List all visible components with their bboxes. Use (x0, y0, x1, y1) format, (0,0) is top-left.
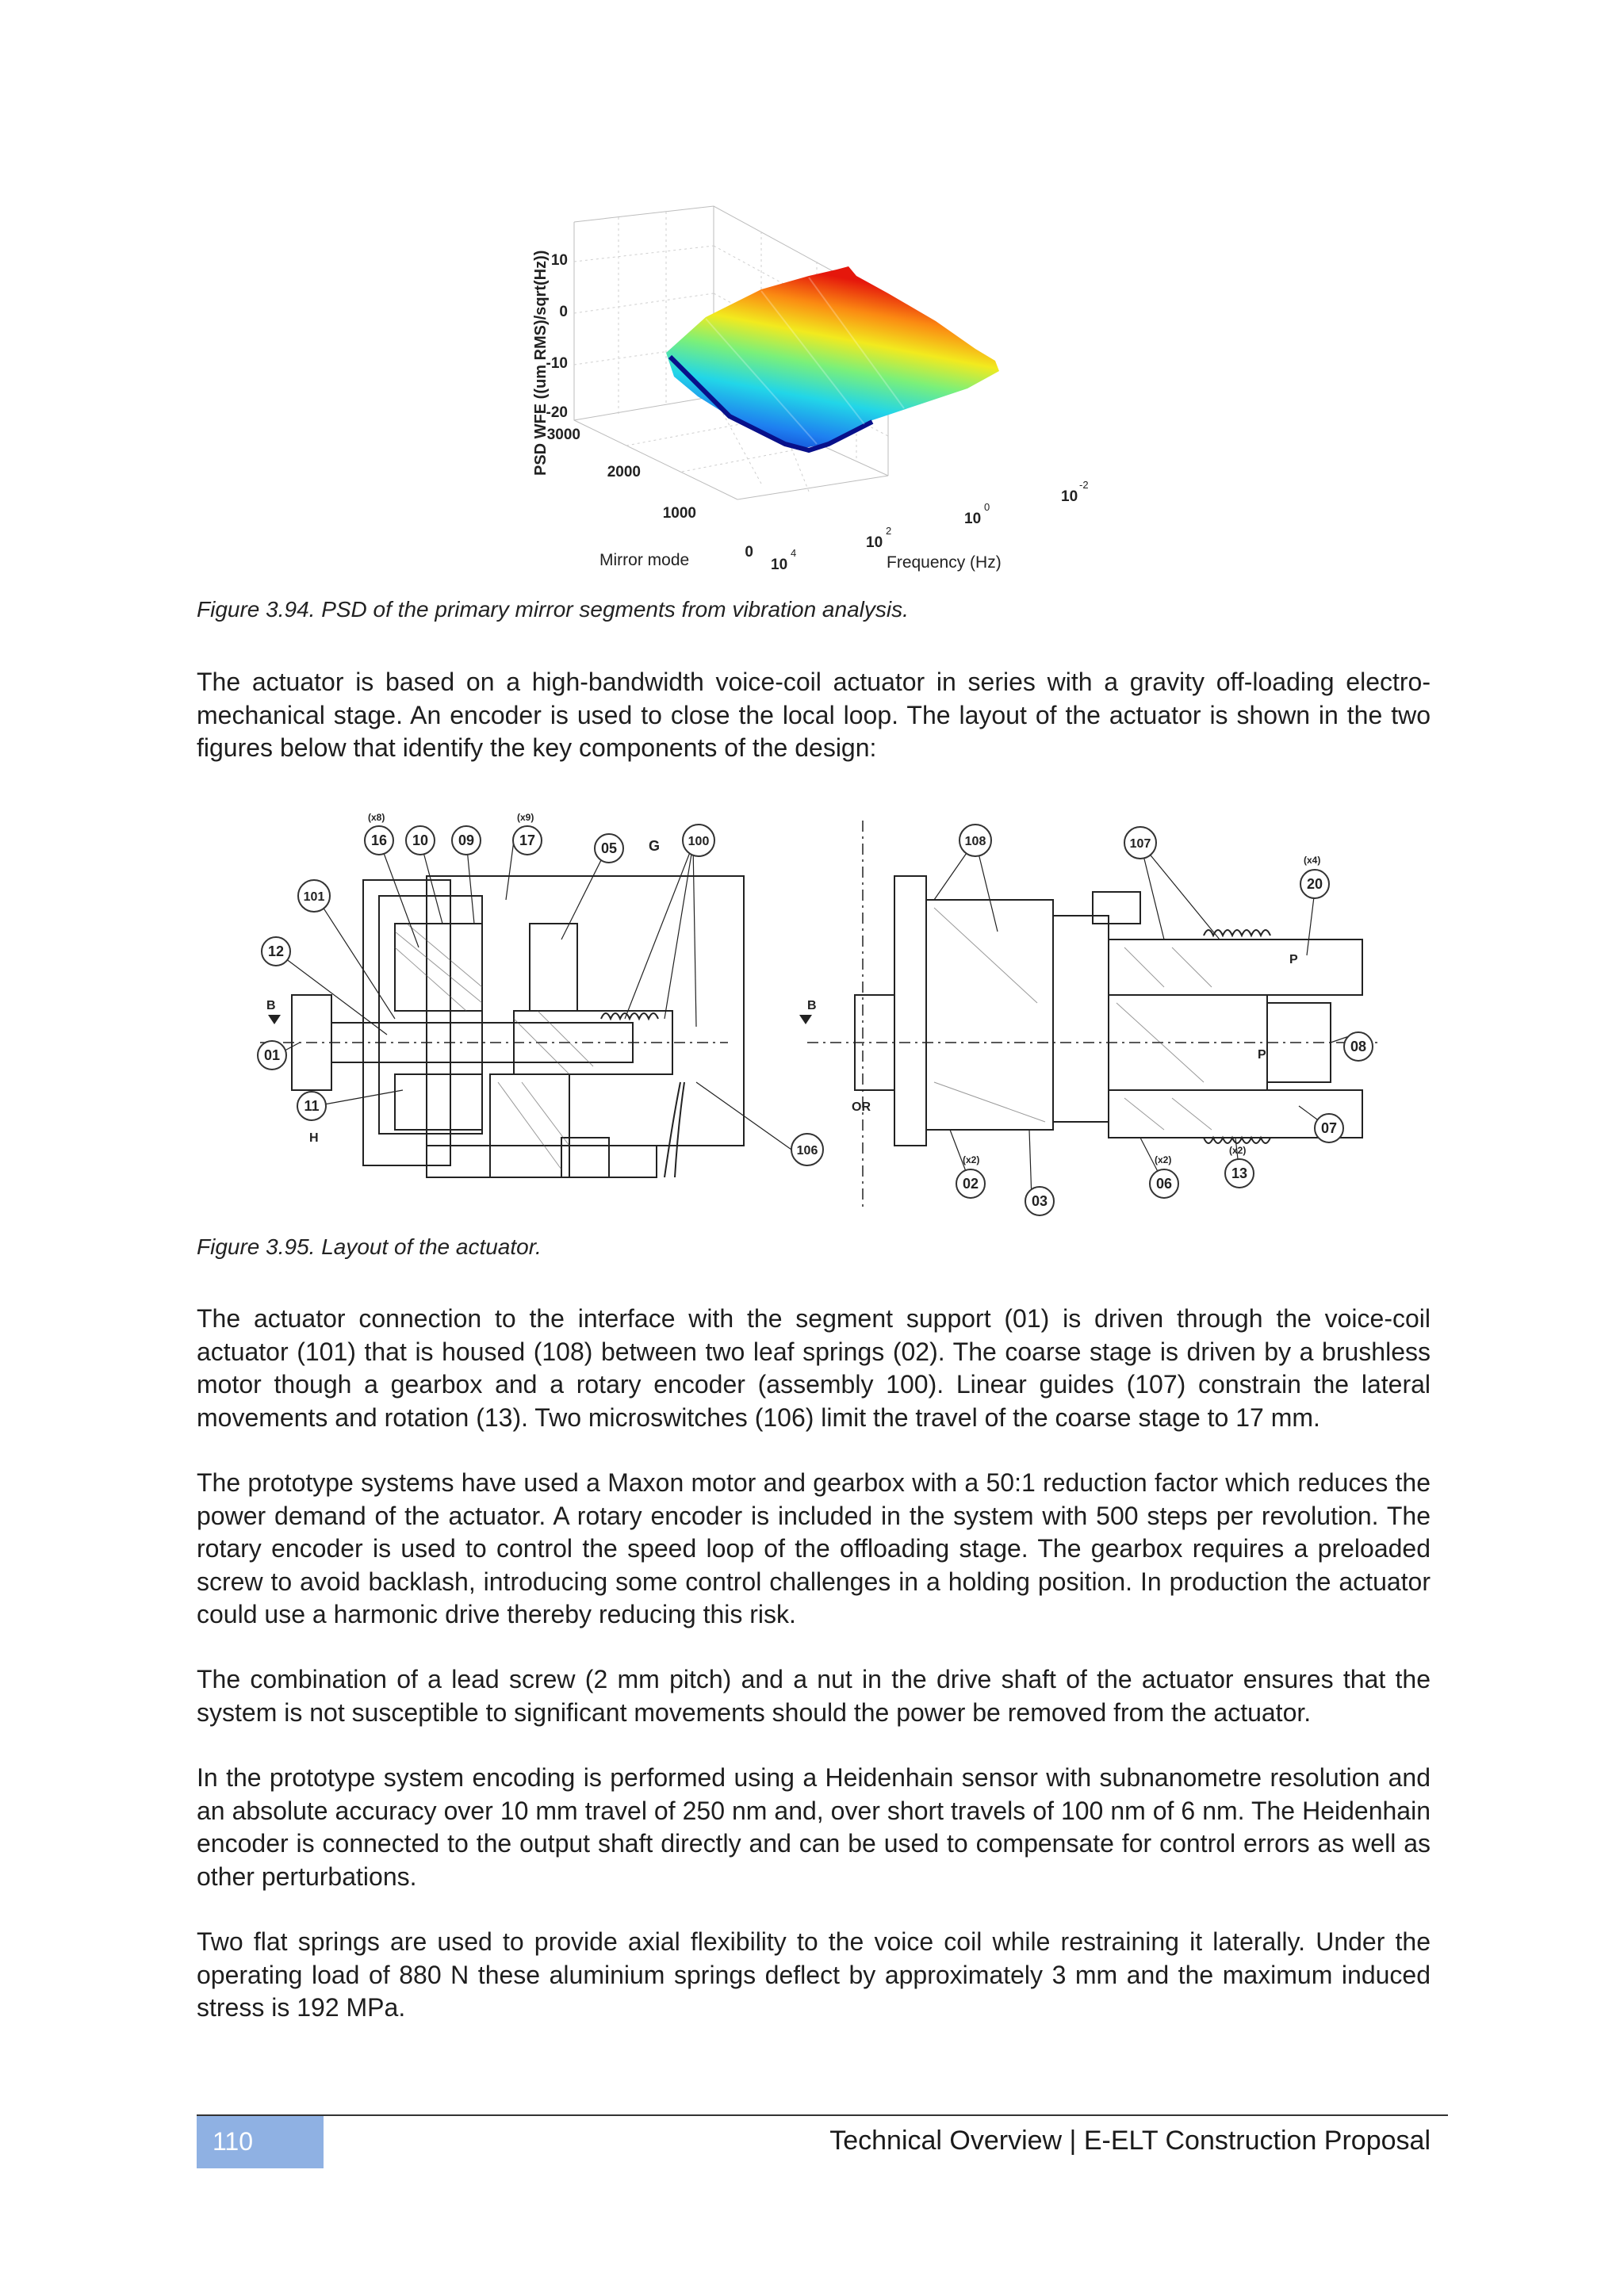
label-g: G (649, 838, 661, 854)
callout-08: 08 (1350, 1039, 1367, 1054)
right-section-drawing (807, 821, 1378, 1209)
callout-03: 03 (1031, 1193, 1048, 1209)
label-b-right: B (807, 999, 817, 1012)
figure-3-94-caption: Figure 3.94. PSD of the primary mirror segments from vibration analysis. (197, 597, 909, 622)
left-section-drawing (260, 876, 744, 1177)
callout-12: 12 (267, 943, 285, 959)
paragraph-2: The actuator connection to the interface with the segment support (01) is driven through the voice-coil actuator (101) that is housed (108) between two leaf springs (02). The coarse stage is driven by a brushless motor though a gearbox and a rotary encoder (assembly 100). Linear guides (107) constrain the lateral movements and rotation (13). Two microswitches (106) limit the travel of the coarse stage to 17 mm. (197, 1304, 1431, 1432)
note-x4: (x4) (1304, 855, 1321, 866)
z-tick: -20 (546, 404, 568, 421)
freq-tick-base: 10 (866, 534, 883, 551)
callout-16: 16 (370, 832, 388, 848)
callout-106: 106 (796, 1144, 818, 1158)
label-or: OR (852, 1100, 871, 1114)
callout-108: 108 (964, 835, 986, 848)
label-p-top: P (1289, 953, 1298, 966)
freq-axis-label: Frequency (Hz) (887, 553, 1002, 572)
mode-tick: 2000 (607, 464, 641, 480)
mode-tick: 3000 (546, 427, 580, 443)
callout-10: 10 (412, 832, 429, 848)
freq-tick-base: 10 (1061, 488, 1078, 505)
mode-axis-label: Mirror mode (599, 551, 690, 569)
paragraph-6: Two flat springs are used to provide axial flexibility to the voice coil while restraining it laterally. Under the operating load of 880 N these aluminium springs deflect by approximately 3 mm and the maximum induced stress is 192 MPa. (197, 1927, 1431, 2022)
label-h: H (309, 1131, 319, 1145)
freq-tick-exp: -2 (1079, 479, 1089, 491)
actuator-layout-figure (252, 805, 1394, 1217)
psd-surface (666, 266, 999, 448)
callout-06: 06 (1155, 1176, 1173, 1192)
paragraph-5: In the prototype system encoding is performed using a Heidenhain sensor with subnanometre resolution and an absolute accuracy over 10 mm travel of 250 nm and, over short travels of 100 nm of 6 nm. The Heidenhain encoder is connected to the output shaft directly and can be used to compensate for control errors as well as other perturbations. (197, 1763, 1431, 1891)
running-footer-title: Technical Overview | E-ELT Construction Proposal (829, 2126, 1431, 2156)
z-tick: 10 (550, 252, 568, 269)
callout-02: 02 (962, 1176, 979, 1192)
callout-101: 101 (303, 890, 325, 904)
callout-20: 20 (1306, 876, 1323, 892)
note-x9: (x9) (517, 812, 534, 823)
mode-tick: 0 (745, 544, 753, 561)
figure-3-95-caption: Figure 3.95. Layout of the actuator. (197, 1234, 542, 1259)
callout-09: 09 (458, 832, 475, 848)
paragraph-3: The prototype systems have used a Maxon motor and gearbox with a 50:1 reduction factor which reduces the power demand of the actuator. A rotary encoder is included in the system with 500 steps per revolution. The rotary encoder is used to control the speed loop of the offloading stage. The gearbox requires a preloaded screw to avoid backlash, introducing some control challenges in a holding position. In production the actuator could use a harmonic drive thereby reducing this risk. (197, 1468, 1431, 1628)
callout-100: 100 (688, 835, 710, 848)
callout-05: 05 (600, 840, 618, 856)
label-p-bottom: P (1258, 1048, 1266, 1062)
note-x2-02: (x2) (963, 1154, 980, 1165)
callout-11: 11 (304, 1098, 320, 1114)
psd-surface-plot (523, 182, 1126, 579)
callout-01: 01 (263, 1047, 281, 1063)
z-tick: -10 (546, 355, 568, 372)
freq-tick-exp: 2 (886, 525, 892, 537)
callout-07: 07 (1320, 1120, 1338, 1136)
note-x2-13: (x2) (1229, 1145, 1247, 1156)
footer-rule (197, 2114, 1448, 2116)
freq-tick-base: 10 (964, 511, 982, 527)
freq-tick-exp: 0 (984, 501, 990, 513)
freq-tick-base: 10 (771, 557, 788, 573)
z-axis-label: PSD WFE ((um RMS)/sqrt(Hz)) (532, 250, 550, 476)
callout-13: 13 (1231, 1165, 1248, 1181)
page-number-box (197, 2116, 324, 2168)
mode-tick: 1000 (662, 505, 696, 522)
callout-17: 17 (519, 832, 536, 848)
page-number: 110 (213, 2127, 254, 2156)
z-tick: 0 (559, 304, 568, 320)
freq-tick-exp: 4 (791, 547, 797, 559)
callout-107: 107 (1129, 837, 1151, 851)
label-b-left: B (266, 999, 276, 1012)
paragraph-1: The actuator is based on a high-bandwidth voice-coil actuator in series with a gravity off-loading electro-mechanical stage. An encoder is used to close the local loop. The layout of the actuator is shown in the two figures below that identify the key components of the design: (197, 668, 1431, 762)
note-x8: (x8) (368, 812, 385, 823)
note-x2-06: (x2) (1155, 1154, 1172, 1165)
paragraph-4: The combination of a lead screw (2 mm pitch) and a nut in the drive shaft of the actuator ensures that the system is not susceptible to significant movements should the power be removed from the actuator. (197, 1665, 1431, 1727)
